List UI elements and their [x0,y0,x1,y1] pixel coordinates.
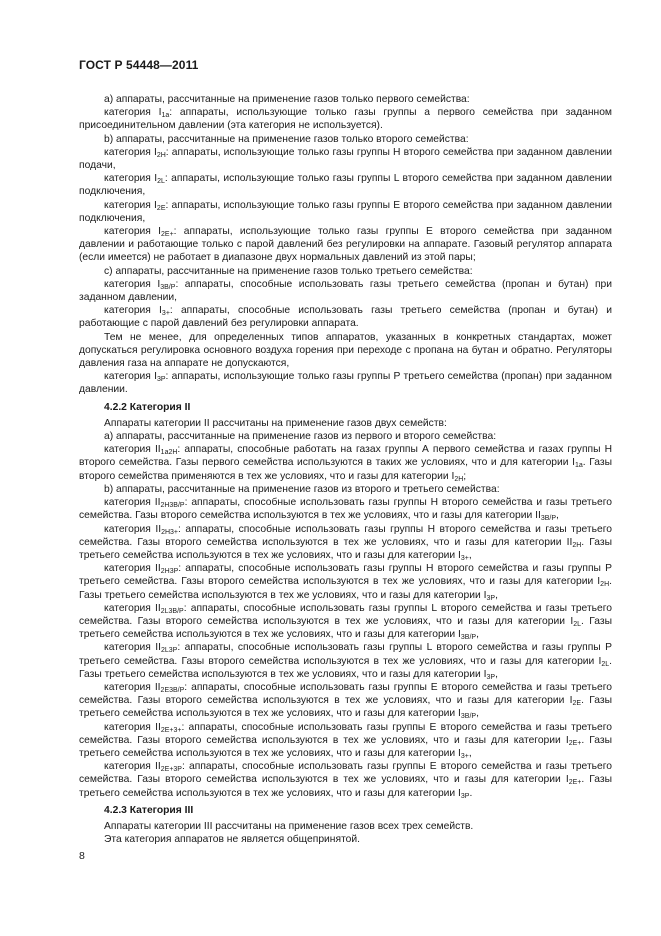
paragraph [79,199,612,225]
text-run: категория I [104,371,157,383]
text-run: категория I [104,278,161,290]
category-subscript: 2H [572,541,582,549]
text-run: категория II [104,642,161,654]
text-run: Тем не менее, для определенных типов аппаратов, указанных в конкретных стандартах, может допускаться регулировка основного воздуха горения при переходе с пропана на бутан и обратно. Регуляторы давления газа на аппарате не допускаются, [79,331,612,370]
text-run: , [468,549,472,561]
text-run: . Газы третьего семейства используются в тех же условиях, что и газы для категории I [79,774,613,799]
text-run: , [476,708,479,720]
text-run: категория II [104,444,161,456]
category-subscript: 3+ [161,310,170,318]
paragraph [79,278,612,304]
text-run: : аппараты, использующие только газы группы Е второго семейства при заданном давлении подключения, [79,199,612,224]
text-run: : аппараты, использующие только газы группы L второго семейства при заданном давлении подключения, [79,173,612,198]
category-subscript: 2E+ [568,739,582,747]
category-subscript: 2L [157,178,165,186]
category-subscript: 2H [156,151,166,159]
paragraph [79,562,612,602]
text-run: : аппараты, использующие только газы группы Е второго семейства при заданном давлении и работающие только с парой давлений без регулировки на аппарате. Газовый регулятор аппарата (если имеется) не работает в диапазоне двух нормальных давлений из этой пары; [79,226,612,264]
text-run: . Газы второго семейства применяются в тех же условиях, что и газы для категории I [79,457,612,482]
paragraph [79,483,612,496]
text-run: : аппараты, использующие только газы группы Н второго семейства при заданном давлении подачи, [79,146,612,172]
category-subscript: 2H [600,581,610,589]
category-subscript: 2E+3P [160,766,182,774]
text-run: 4.2.3 Категория III [104,804,194,816]
category-subscript: 3+ [460,752,469,760]
paragraph [79,265,612,278]
text-run: . Газы третьего семейства используются в тех же условиях, что и газы для категории I [79,536,612,561]
category-subscript: 2H3B/P [160,502,185,510]
category-subscript: 2L3B/P [160,607,184,615]
text-run: : аппараты, способные работать на газах группы А первого семейства и газах группы Н второго семейства. Газы первого семейства используются в таких же условиях, что и для категории I [79,444,613,469]
text-run: категория II [104,523,162,535]
category-subscript: 3P [486,594,496,602]
paragraph [79,430,612,443]
category-subscript: 2E+3+ [160,726,182,734]
text-run: b) аппараты, рассчитанные на применение газов из второго и третьего семейства: [104,483,500,495]
text-run: . Газы третьего семейства используются в тех же условиях, что и газы для категории I [79,576,612,601]
text-run: : аппараты, способные использовать газы группы Н второго семейства и газы группы Р третьего семейства. Газы второго семейства используются в тех же условиях, что и газы для категории I [79,563,612,588]
text-run: , [476,629,479,641]
text-run: : аппараты, способные использовать газы третьего семейства (пропан и бутан) и работающие с парой давлений без регулировки аппарата. [79,305,612,330]
text-run: категория I [104,107,162,119]
paragraph [79,760,612,800]
category-subscript: 2L [573,620,582,628]
paragraph [79,443,612,483]
document-body [79,93,612,846]
text-run: с) аппараты, рассчитанные на применение газов только третьего семейства: [104,265,473,277]
paragraph [79,681,612,721]
paragraph [79,523,612,563]
paragraph [79,417,612,430]
paragraph [79,602,612,642]
text-run: : аппараты, использующие только газы группы а первого семейства при заданном присоединительном давлении (эта категория не используется). [79,107,613,132]
paragraph [79,106,612,132]
page-number: 8 [79,850,85,862]
paragraph [79,833,612,846]
text-run: категория I [104,199,157,211]
text-run: категория I [104,146,157,158]
category-subscript: 3+ [460,554,469,562]
text-run: b) аппараты, рассчитанные на применение газов только второго семейства: [104,133,469,145]
text-run: а) аппараты, рассчитанные на применение газов только первого семейства: [104,94,470,105]
category-subscript: 2E+ [568,779,582,787]
paragraph [79,496,612,522]
text-run: категория II [104,721,161,733]
text-run: категория I [104,226,162,238]
text-run: Аппараты категории III рассчитаны на применение газов всех трех семейств. [104,820,474,832]
text-run: категория II [104,681,161,693]
text-run: а) аппараты, рассчитанные на применение газов из первого и второго семейства: [104,431,497,443]
section-heading [79,804,612,817]
category-subscript: 2L [601,660,610,668]
text-run: категория II [104,497,161,509]
text-run: . Газы третьего семейства используются в тех же условиях, что и газы для категории I [79,655,612,680]
text-run: ; [463,470,467,482]
text-run: : аппараты, использующие только газы группы Р третьего семейства (пропан) при заданном давлении. [79,371,612,396]
category-subscript: 2E+ [161,231,174,239]
text-run: , [495,668,498,680]
text-run: категория II [104,602,161,614]
category-subscript: 2H3P [160,568,179,576]
paragraph [79,370,612,396]
text-run: : аппараты, способные использовать газы третьего семейства (пропан и бутан) при заданном давлении, [79,278,612,304]
document-header: ГОСТ Р 54448—2011 [79,58,199,72]
text-run: Эта категория аппаратов не является общепринятой. [104,834,361,846]
text-run: , [556,510,559,522]
paragraph [79,225,612,265]
text-run: 4.2.2 Категория II [104,401,191,413]
category-subscript: 3B/P [460,713,477,721]
text-run: , [495,589,498,601]
category-subscript: 3B/P [160,283,176,291]
text-run: : аппараты, способные использовать газы группы Е второго семейства и газы третьего семейства. Газы второго семейства используются в тех же условиях, что и газы для категории I [79,721,613,746]
category-subscript: 1a2H [160,449,178,457]
paragraph [79,172,612,198]
paragraph [79,721,612,761]
category-subscript: 2H [454,475,464,483]
category-subscript: 3P [486,673,496,681]
text-run: категория II [104,761,161,773]
paragraph [79,133,612,146]
category-subscript: 2L3P [161,647,178,655]
text-run: Аппараты категории II рассчитаны на применение газов двух семейств: [104,417,447,429]
paragraph [79,820,612,833]
text-run: . [469,787,473,799]
category-subscript: 3P [460,792,470,800]
text-run: : аппараты, способные использовать газы группы Е второго семейства и газы третьего семейства. Газы второго семейства используются в тех же условиях, что и газы для категории I [79,761,613,786]
text-run: категория I [104,173,158,185]
text-run: . Газы третьего семейства используются в тех же условиях, что и газы для категории I [79,615,613,641]
category-subscript: 3B/P [540,515,557,523]
category-subscript: 1a [161,112,170,120]
category-subscript: 2E [156,204,166,212]
text-run: : аппараты, способные использовать газы группы Н второго семейства и газы третьего семейства. Газы второго семейства используются в тех же условиях, что и газы для категории II [79,523,613,548]
paragraph [79,304,612,330]
paragraph [79,331,612,371]
text-run: . Газы третьего семейства используются в тех же условиях, что и газы для категории I [79,734,613,759]
paragraph [79,93,612,106]
category-subscript: 2E3B/P [160,686,185,694]
text-run: : аппараты, способные использовать газы группы L второго семейства и газы третьего семейства. Газы второго семейства используются в тех же условиях, что и газы для категории I [79,602,613,627]
text-run: категория II [104,563,161,575]
category-subscript: 2H3+ [161,528,179,536]
paragraph [79,146,612,172]
category-subscript: 3B/P [460,634,477,642]
text-run: : аппараты, способные использовать газы группы Е второго семейства и газы третьего семейства. Газы второго семейства используются в тех же условиях, что и газы для категории I [79,681,612,707]
category-subscript: 2E [572,700,582,708]
section-heading [79,401,612,414]
text-run: : аппараты, способные использовать газы группы Н второго семейства и газы третьего семейства. Газы второго семейства используются в тех же условиях, что и газы для категории II [79,497,612,522]
text-run: . Газы третьего семейства используются в тех же условиях, что и газы для категории I [79,695,612,720]
category-subscript: 1a [575,462,583,470]
text-run: категория I [104,305,162,317]
text-run: , [468,747,472,759]
text-run: : аппараты, способные использовать газы группы L второго семейства и газы группы Р третьего семейства. Газы второго семейства используются в тех же условиях, что и газы для категории I [79,642,612,667]
paragraph [79,641,612,681]
category-subscript: 3P [156,376,166,384]
